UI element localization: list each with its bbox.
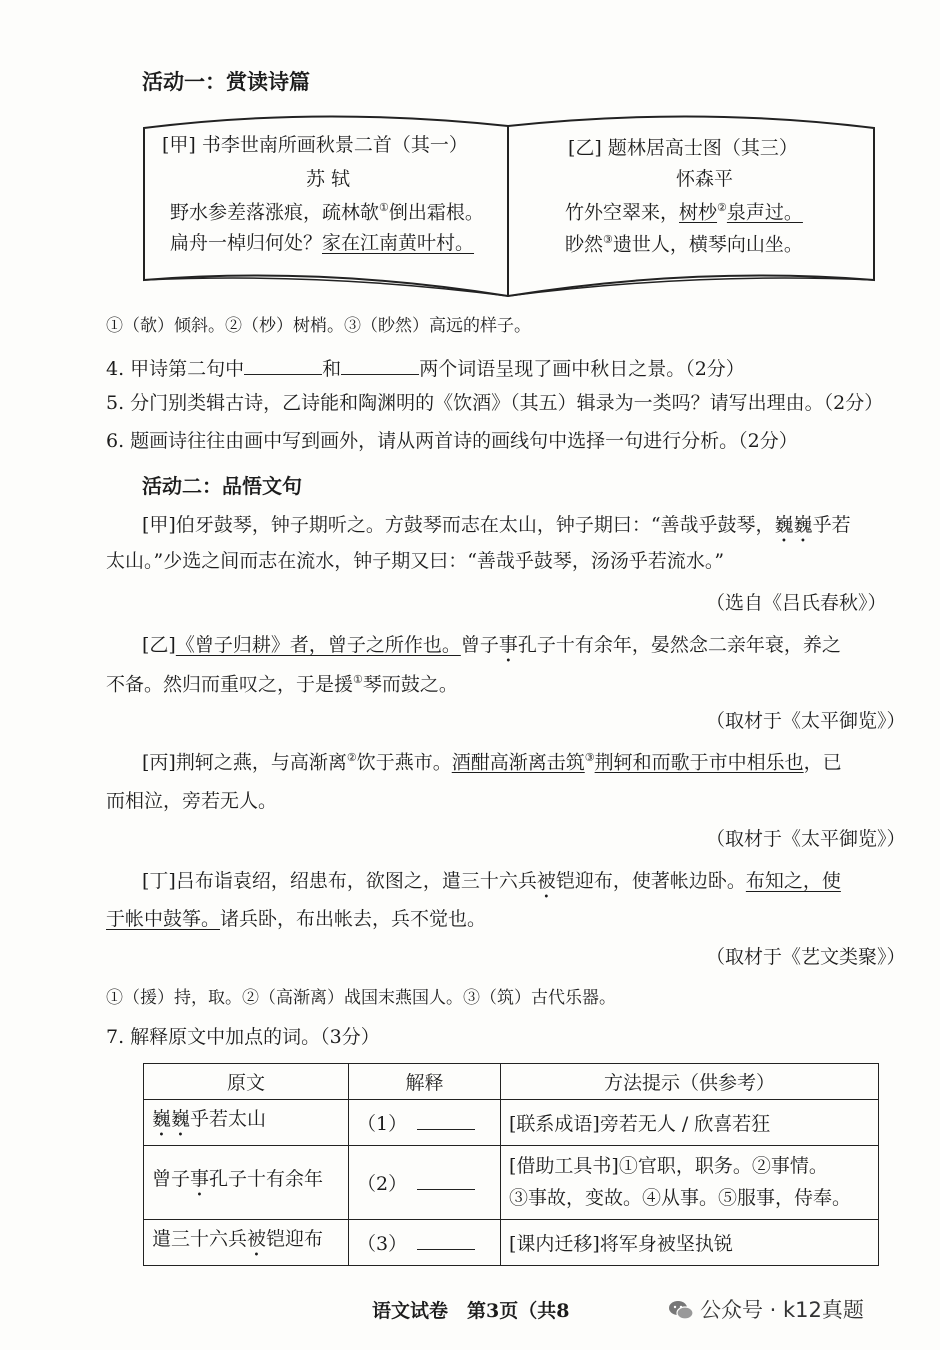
text-ding-line2: 于帐中鼓筝。诸兵卧，布出帐去，兵不觉也。	[106, 908, 487, 930]
q7-row3-answer[interactable]: （3）	[349, 1219, 501, 1265]
question-6: 6. 题画诗往往由画中写到画外，请从两首诗的画线句中选择一句进行分析。（2分）	[106, 430, 798, 452]
q7-row2-hint: [借助工具书]①官职，职务。②事情。 ③事故，变故。④从事。⑤服事，侍奉。	[501, 1146, 879, 1220]
watermark	[668, 1294, 864, 1324]
q4-blank-1[interactable]	[244, 356, 322, 375]
text-yi-line2: 不备。然归而重叹之，于是援①琴而鼓之。	[106, 673, 458, 696]
text-bing-line1: [丙]荆轲之燕，与高渐离②饮于燕市。酒酣高渐离击筑③荆轲和而歌于市中相乐也，已	[142, 751, 842, 774]
poem-b-title: [乙] 题林居高士图（其三）	[568, 137, 798, 159]
activity2-title: 活动二：品悟文句	[142, 474, 302, 498]
q7-row3-original: 遣三十六兵被铠迎布	[144, 1219, 349, 1265]
activity1-notes: ①（欹）倾斜。②（杪）树梢。③（眇然）高远的样子。	[106, 316, 531, 336]
q7-header-hint: 方法提示（供参考）	[501, 1064, 879, 1100]
text-yi-line1: [乙]《曾子归耕》者，曾子之所作也。曾子事孔子十有余年，晏然念二亲年衰，养之	[142, 634, 841, 656]
poem-a-line2: 扁舟一棹归何处？家在江南黄叶村。	[170, 232, 475, 254]
table-row	[144, 1100, 879, 1146]
poem-a-line1: 野水参差落涨痕，疏林欹①倒出霜根。	[170, 201, 484, 224]
poem-a-author: 苏 轼	[306, 168, 351, 190]
text-jia-line1: [甲]伯牙鼓琴，钟子期听之。方鼓琴而志在太山，钟子期曰：“善哉乎鼓琴，巍巍乎若	[142, 514, 851, 536]
activity1-title: 活动一：赏读诗篇	[142, 69, 310, 94]
watermark-text: 公众号 · k12真题	[700, 1298, 864, 1322]
table-row	[144, 1146, 879, 1220]
q7-row2-answer[interactable]: （2）	[349, 1146, 501, 1220]
text-ding-source: （取材于《艺文类聚》）	[706, 946, 906, 968]
page-footer: 语文试卷 第3页（共8	[372, 1300, 570, 1322]
text-bing-line2: 而相泣，旁若无人。	[106, 790, 278, 812]
q7-header-row	[144, 1064, 879, 1100]
question-5: 5. 分门别类辑古诗，乙诗能和陶渊明的《饮酒》（其五）辑录为一类吗？请写出理由。（2分）	[106, 392, 884, 414]
q7-row3-hint: [课内迁移]将军身被坚执锐	[501, 1219, 879, 1265]
text-bing-source: （取材于《太平御览》）	[706, 828, 906, 850]
poem-b-author: 怀森平	[676, 168, 734, 190]
q7-row2-original: 曾子事孔子十有余年	[144, 1146, 349, 1220]
poem-book-frame	[140, 100, 878, 300]
poem-b-line1: 竹外空翠来，树杪②泉声过。	[565, 201, 803, 224]
question-4: 4. 甲诗第二句中 和 两个词语呈现了画中秋日之景。（2分）	[106, 358, 745, 380]
q4-blank-2[interactable]	[341, 356, 419, 375]
text-yi-source: （取材于《太平御览》）	[706, 710, 906, 732]
activity2-notes: ①（援）持，取。②（高渐离）战国末燕国人。③（筑）古代乐器。	[106, 988, 616, 1008]
text-jia-source: （选自《吕氏春秋》）	[706, 592, 887, 614]
q7-row1-answer[interactable]: （1）	[349, 1100, 501, 1146]
q7-table	[143, 1063, 879, 1266]
wechat-icon	[668, 1300, 694, 1320]
q7-row1-original: 巍巍乎若太山	[144, 1100, 349, 1146]
q7-header-original: 原文	[144, 1064, 349, 1100]
poem-b-line2: 眇然③遗世人，横琴向山坐。	[565, 233, 803, 256]
poem-a-title: [甲] 书李世南所画秋景二首（其一）	[162, 134, 468, 156]
q7-row1-hint: [联系成语]旁若无人 / 欣喜若狂	[501, 1100, 879, 1146]
text-jia-line2: 太山。”少选之间而志在流水，钟子期又曰：“善哉乎鼓琴，汤汤乎若流水。”	[106, 550, 725, 572]
table-row	[144, 1219, 879, 1265]
q7-header-explain: 解释	[349, 1064, 501, 1100]
book-outline	[140, 100, 878, 300]
question-7: 7. 解释原文中加点的词。（3分）	[106, 1026, 380, 1048]
text-ding-line1: [丁]吕布诣袁绍，绍患布，欲图之，遣三十六兵被铠迎布，使著帐边卧。布知之，使	[142, 870, 841, 892]
